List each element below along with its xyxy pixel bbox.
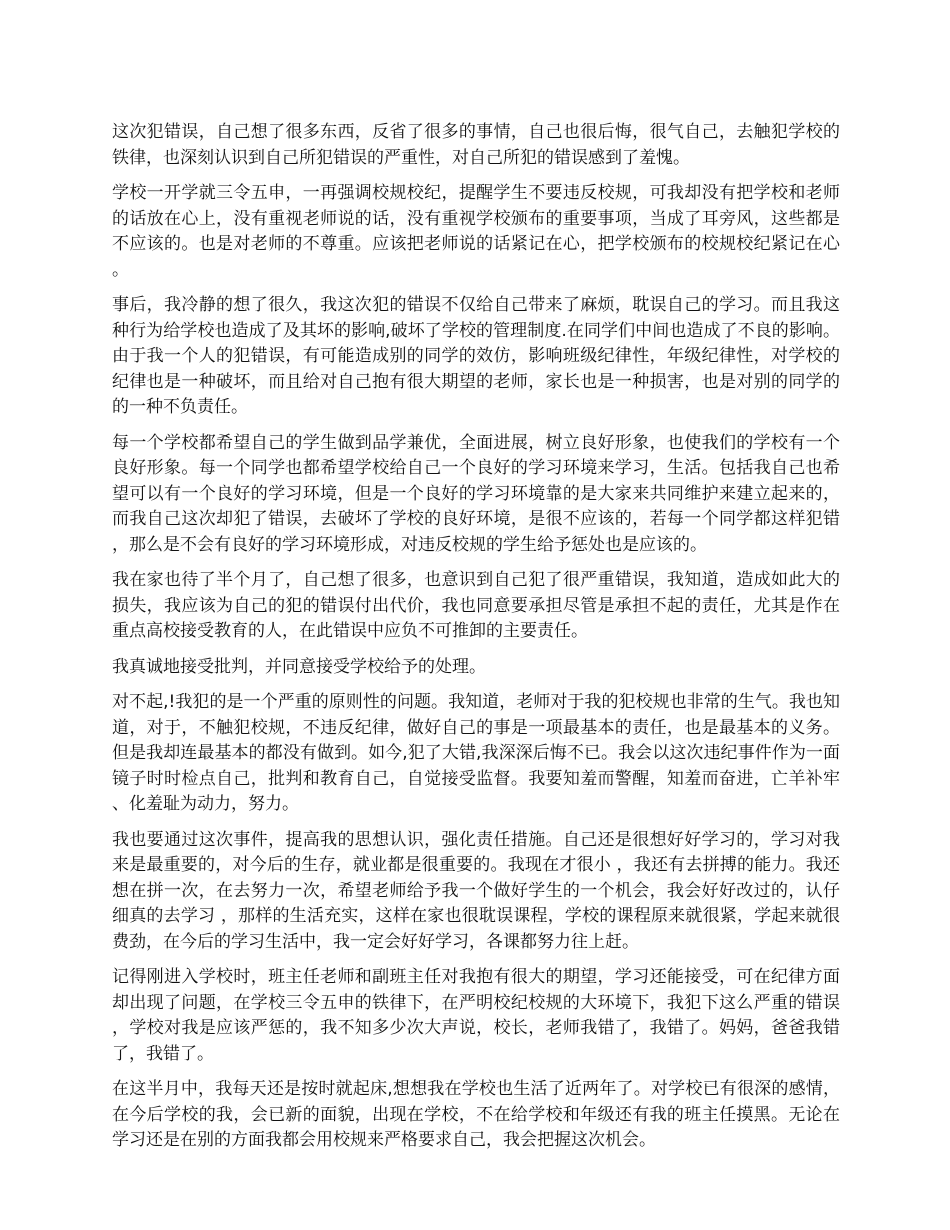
paragraph-9: 记得刚进入学校时，班主任老师和副班主任对我抱有很大的期望，学习还能接受，可在纪律方面却出现了问题，在学校三令五申的铁律下，在严明校纪校规的大环境下，我犯下这么严重的错误，学校对我是应该严惩的，我不知多少次大声说，校长，老师我错了，我错了。妈妈，爸爸我错了，我错了。: [112, 967, 840, 1064]
paragraph-10: 在这半月中，我每天还是按时就起床,想想我在学校也生活了近两年了。对学校已有很深的感情，在今后学校的我，会已新的面貌，出现在学校，不在给学校和年级还有我的班主任摸黑。无论在学习还是在别的方面我都会用校规来严格要求自己，我会把握这次机会。: [112, 1079, 840, 1150]
paragraph-1: 这次犯错误，自己想了很多东西，反省了很多的事情，自己也很后悔，很气自己，去触犯学校的铁律，也深刻认识到自己所犯错误的严重性，对自己所犯的错误感到了羞愧。: [112, 122, 840, 168]
paragraph-7: 对不起,!我犯的是一个严重的原则性的问题。我知道，老师对于我的犯校规也非常的生气。我也知道，对于，不触犯校规，不违反纪律，做好自己的事是一项最基本的责任，也是最基本的义务。但是我却连最基本的都没有做到。如今,犯了大错,我深深后悔不已。我会以这次违纪事件作为一面镜子时时检点自己，批判和教育自己，自觉接受监督。我要知羞而警醒，知羞而奋进，亡羊补牢、化羞耻为动力，努力。: [112, 692, 840, 814]
paragraph-4: 每一个学校都希望自己的学生做到品学兼优，全面进展，树立良好形象，也使我们的学校有一个良好形象。每一个同学也都希望学校给自己一个良好的学习环境来学习，生活。包括我自己也希望可以有一个良好的学习环境，但是一个良好的学习环境靠的是大家来共同维护来建立起来的，而我自己这次却犯了错误，去破坏了学校的良好环境，是很不应该的，若每一个同学都这样犯错，那么是不会有良好的学习环境形成，对违反校规的学生给予惩处也是应该的。: [112, 432, 840, 555]
paragraph-3: 事后，我冷静的想了很久，我这次犯的错误不仅给自己带来了麻烦，耽误自己的学习。而且我这种行为给学校也造成了及其坏的影响,破坏了学校的管理制度.在同学们中间也造成了不良的影响。由于我一个人的犯错误，有可能造成别的同学的效仿，影响班级纪律性，年级纪律性，对学校的纪律也是一种破坏，而且给对自己抱有很大期望的老师，家长也是一种损害，也是对别的同学的的一种不负责任。: [112, 295, 840, 417]
paragraph-5: 我在家也待了半个月了，自己想了很多，也意识到自己犯了很严重错误，我知道，造成如此大的损失，我应该为自己的犯的错误付出代价，我也同意要承担尽管是承担不起的责任，尤其是作在重点高校接受教育的人，在此错误中应负不可推卸的主要责任。: [112, 570, 840, 641]
paragraph-2: 学校一开学就三令五申，一再强调校规校纪，提醒学生不要违反校规，可我却没有把学校和老师的话放在心上，没有重视老师说的话，没有重视学校颁布的重要事项，当成了耳旁风，这些都是不应该的。也是对老师的不尊重。应该把老师说的话紧记在心，把学校颁布的校规校纪紧记在心。: [112, 183, 840, 280]
document-body: [112, 120, 840, 1164]
paragraph-8: 我也要通过这次事件，提高我的思想认识，强化责任措施。自己还是很想好好学习的，学习对我来是最重要的，对今后的生存，就业都是很重要的。我现在才很小 ，我还有去拼搏的能力。我还想在拼一次，在去努力一次，希望老师给予我一个做好学生的一个机会，我会好好改过的，认仔细真的去学习 ，那样的生活充实，这样在家也很耽误课程，学校的课程原来就很紧，学起来就很费劲，在今后的学习生活中，我一定会好好学习，各课都努力往上赶。: [112, 829, 840, 952]
paragraph-6: 我真诚地接受批判，并同意接受学校给予的处理。: [112, 656, 486, 677]
